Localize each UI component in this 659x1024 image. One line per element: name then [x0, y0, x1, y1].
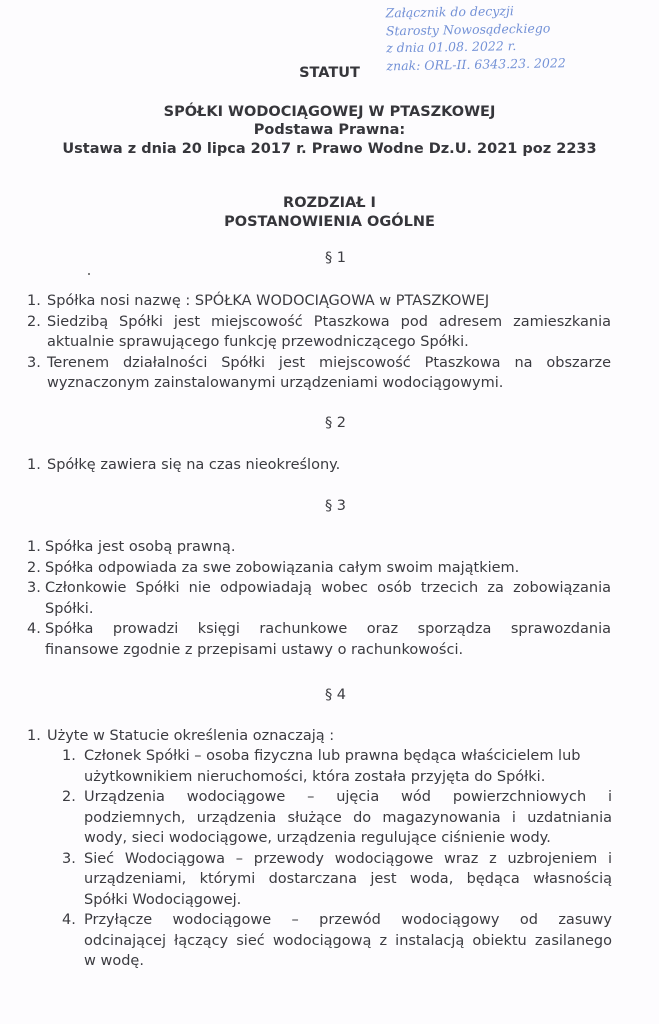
section-mark: § 1 [324, 250, 347, 266]
definition-item [62, 787, 612, 808]
item-number: 1. [27, 293, 41, 309]
list-item [27, 353, 611, 374]
item-number: 4. [62, 912, 76, 928]
definition-continuation [62, 931, 612, 952]
section-3-list [27, 537, 611, 660]
section-4-definitions [62, 746, 612, 972]
chapter-title: POSTANOWIENIA OGÓLNE [224, 214, 435, 230]
section-mark: § 3 [324, 498, 347, 514]
document-subtitle: SPÓŁKI WODOCIĄGOWEJ W PTASZKOWEJ [163, 104, 496, 120]
list-item [27, 455, 611, 476]
item-text: Spółkę zawiera się na czas nieokreślony. [47, 457, 341, 473]
definition-continuation [62, 869, 612, 890]
annotation-line: z dnia 01.08. 2022 r. [386, 38, 517, 56]
list-item-continuation [27, 332, 611, 353]
item-text: Spółki Wodociągowej. [84, 891, 242, 908]
item-number: 3. [27, 580, 41, 596]
definition-continuation [62, 951, 612, 972]
annotation-line: Starosty Nowosądeckiego [385, 19, 551, 38]
legal-basis-label: Podstawa Prawna: [253, 122, 406, 138]
item-text: Spółki. [45, 600, 94, 617]
definition-item [62, 849, 612, 870]
item-text: Spółka nosi nazwę : SPÓŁKA WODOCIĄGOWA w PTASZKOWEJ [47, 293, 490, 309]
document-title: STATUT [299, 65, 360, 81]
list-item [27, 558, 611, 579]
list-item [27, 312, 611, 333]
item-text: wody, sieci wodociągowe, urządzenia regulujące ciśnienie wody. [84, 830, 551, 846]
item-text: Spółka odpowiada za swe zobowiązania całym swoim majątkiem. [45, 559, 520, 576]
item-text: Przyłącze wodociągowe – przewód wodociągowy od zasuwy [84, 912, 612, 928]
list-item [27, 537, 611, 558]
item-text: Siedzibą Spółki jest miejscowość Ptaszkowa pod adresem zamieszkania [47, 313, 611, 330]
chapter-number: ROZDZIAŁ I [283, 195, 376, 211]
definition-continuation [62, 890, 612, 911]
section-mark: § 2 [324, 415, 347, 431]
item-text: Sieć Wodociągowa – przewody wodociągowe wraz z uzbrojeniem i [84, 850, 612, 867]
list-item [27, 578, 611, 599]
item-text: w wodę. [84, 953, 144, 969]
item-number: 1. [27, 539, 41, 555]
section-mark: § 4 [324, 687, 347, 703]
item-number: 1. [27, 728, 41, 744]
list-item-continuation [27, 373, 611, 394]
item-number: 2. [27, 313, 41, 330]
list-item-continuation [27, 599, 611, 620]
item-number: 3. [62, 850, 76, 867]
section-2-list [27, 455, 611, 476]
item-text: Terenem działalności Spółki jest miejscowość Ptaszkowa na obszarze [47, 354, 611, 371]
item-text: użytkownikiem nieruchomości, która została przyjęta do Spółki. [84, 768, 546, 785]
definition-continuation [62, 828, 612, 849]
annotation-line: znak: ORL-II. 6343.23. 2022 [386, 54, 566, 73]
item-text: odcinającej łączący sieć wodociągową z instalacją obiektu zasilanego [84, 932, 612, 949]
item-number: 3. [27, 354, 41, 371]
list-item [27, 726, 611, 747]
item-text: Użyte w Statucie określenia oznaczają : [47, 728, 335, 744]
section-4-list [27, 726, 611, 747]
item-number: 4. [27, 621, 41, 637]
item-text: urządzeniami, którymi dostarczana jest woda, będąca własnością [84, 871, 612, 887]
item-text: wyznaczonym zainstalowanymi urządzeniami wodociągowymi. [47, 375, 504, 391]
list-item-continuation [27, 640, 611, 661]
item-number: 2. [27, 559, 41, 576]
item-text: Spółka jest osobą prawną. [45, 539, 236, 555]
definition-item [62, 746, 612, 767]
item-text: finansowe zgodnie z przepisami ustawy o rachunkowości. [45, 641, 464, 658]
section-1-list [27, 291, 611, 394]
item-text: Członkowie Spółki nie odpowiadają wobec osób trzecich za zobowiązania [45, 580, 611, 596]
item-text: aktualnie sprawującego funkcję przewodniczącego Spółki. [47, 334, 469, 350]
legal-basis-text: Ustawa z dnia 20 lipca 2017 r. Prawo Wodne Dz.U. 2021 poz 2233 [62, 141, 597, 157]
item-number: 1. [27, 457, 41, 473]
definition-item [62, 910, 612, 931]
list-item [27, 291, 611, 312]
item-number: 1. [62, 748, 76, 764]
item-text: podziemnych, urządzenia służące do magazynowania i uzdatniania [84, 809, 612, 826]
annotation-line: Załącznik do decyzji [385, 3, 514, 21]
list-item [27, 619, 611, 640]
item-text: Urządzenia wodociągowe – ujęcia wód powierzchniowych i [84, 789, 612, 805]
definition-continuation [62, 808, 612, 829]
handwritten-annotation [385, 0, 656, 74]
item-text: Spółka prowadzi księgi rachunkowe oraz sporządza sprawozdania [45, 621, 611, 637]
item-number: 2. [62, 789, 76, 805]
scan-speck [88, 273, 90, 275]
definition-continuation [62, 767, 612, 788]
item-text: Członek Spółki – osoba fizyczna lub prawna będąca właścicielem lub [84, 748, 581, 764]
